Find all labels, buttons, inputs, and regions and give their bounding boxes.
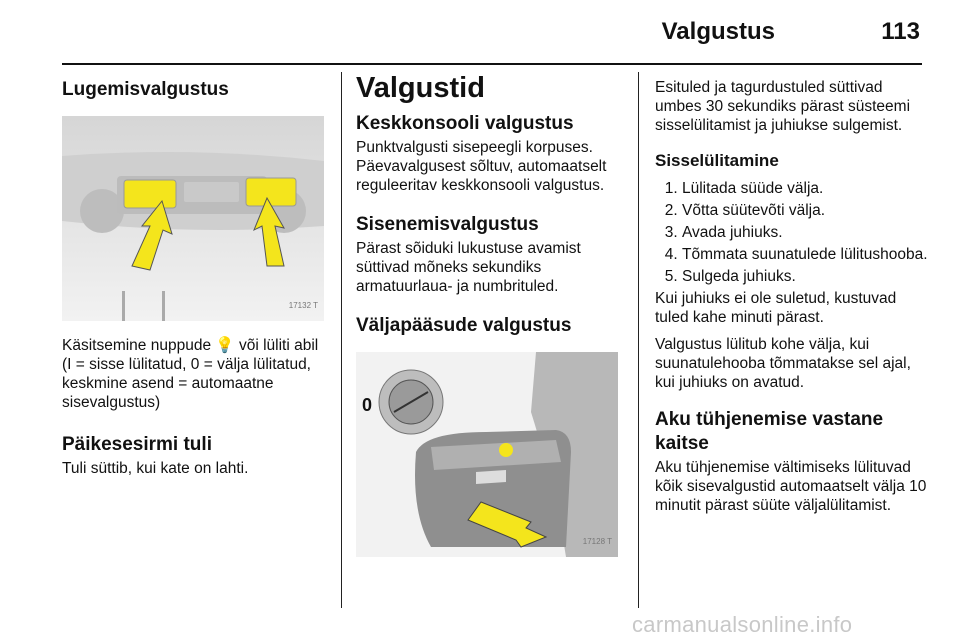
operating-text: Käsitsemine nuppude 💡 või lüliti abil (I = sisse lülitatud, 0 = välja lülitatud, keskmine asend = automaatne sisevalgustus) [62, 337, 319, 411]
right-light-button [246, 178, 296, 206]
step-item: 2. Võtta süütevõti välja. [682, 201, 930, 220]
turn-signal-lever-illustration [356, 352, 618, 557]
step-item: 1. Lülitada süüde välja. [682, 179, 930, 198]
page-header-title: Valgustus [661, 18, 775, 45]
intro-text: Esituled ja tagurdustuled süttivad umbes 30 sekundiks pärast süsteemi sisselülitamist ja juhiukse sulgemist. [655, 79, 911, 134]
page-number: 113 [881, 18, 920, 45]
section-title: Valgustid [356, 72, 485, 104]
column-1 [62, 72, 332, 478]
reading-lights-illustration [62, 116, 324, 321]
sun-visor-text: Tuli süttib, kui kate on lahti. [62, 460, 249, 477]
figure-exit-lighting [356, 352, 618, 557]
activation-steps [655, 179, 930, 286]
figure-label-zero: 0 [362, 395, 373, 415]
figure-code: 17128 T [582, 537, 612, 546]
heading-center-console: Keskkonsooli valgustus [356, 113, 574, 134]
heading-activation: Sisselülitamine [655, 151, 779, 170]
header-rule [62, 63, 922, 65]
heading-entry-lighting: Sisenemisvalgustus [356, 214, 539, 235]
column-3 [655, 72, 930, 515]
figure-reading-lights [62, 116, 324, 321]
column-2 [356, 72, 626, 557]
door-not-closed-text: Kui juhiuks ei ole suletud, kustuvad tuled kahe minuti pärast. [655, 290, 897, 326]
watermark: carmanualsonline.info [632, 612, 853, 637]
figure-code: 17132 T [288, 301, 318, 310]
column-divider-1 [341, 72, 342, 608]
step-item: 5. Sulgeda juhiuks. [682, 267, 930, 286]
battery-text: Aku tühjenemise vältimiseks lülituvad kõik sisevalgustid automaatselt välja 10 minutit pärast süüte väljalülitamist. [655, 459, 927, 514]
lever-pulled-text: Valgustus lülitub kohe välja, kui suunatulehooba tõmmatakse sel ajal, kui juhiuks on avatud. [655, 336, 911, 391]
step-item: 4. Tõmmata suunatulede lülitushooba. [682, 245, 930, 264]
heading-exit-lighting: Väljapääsude valgustus [356, 315, 572, 336]
step-item: 3. Avada juhiuks. [682, 223, 930, 242]
heading-battery-protection: Aku tühjenemise vastane kaitse [655, 409, 884, 454]
entry-lighting-text: Pärast sõiduki lukustuse avamist süttivad mõneks sekundiks armatuurlaua- ja numbrituled. [356, 240, 581, 295]
heading-sun-visor: Päikesesirmi tuli [62, 434, 212, 455]
left-light-button [124, 180, 176, 208]
column-divider-2 [638, 72, 639, 608]
center-console-text: Punktvalgusti sisepeegli korpuses. Päevavalgusest sõltuv, automaatselt reguleeritav keskkonsooli valgustus. [356, 139, 607, 194]
heading-reading-lights: Lugemisvalgustus [62, 79, 229, 100]
